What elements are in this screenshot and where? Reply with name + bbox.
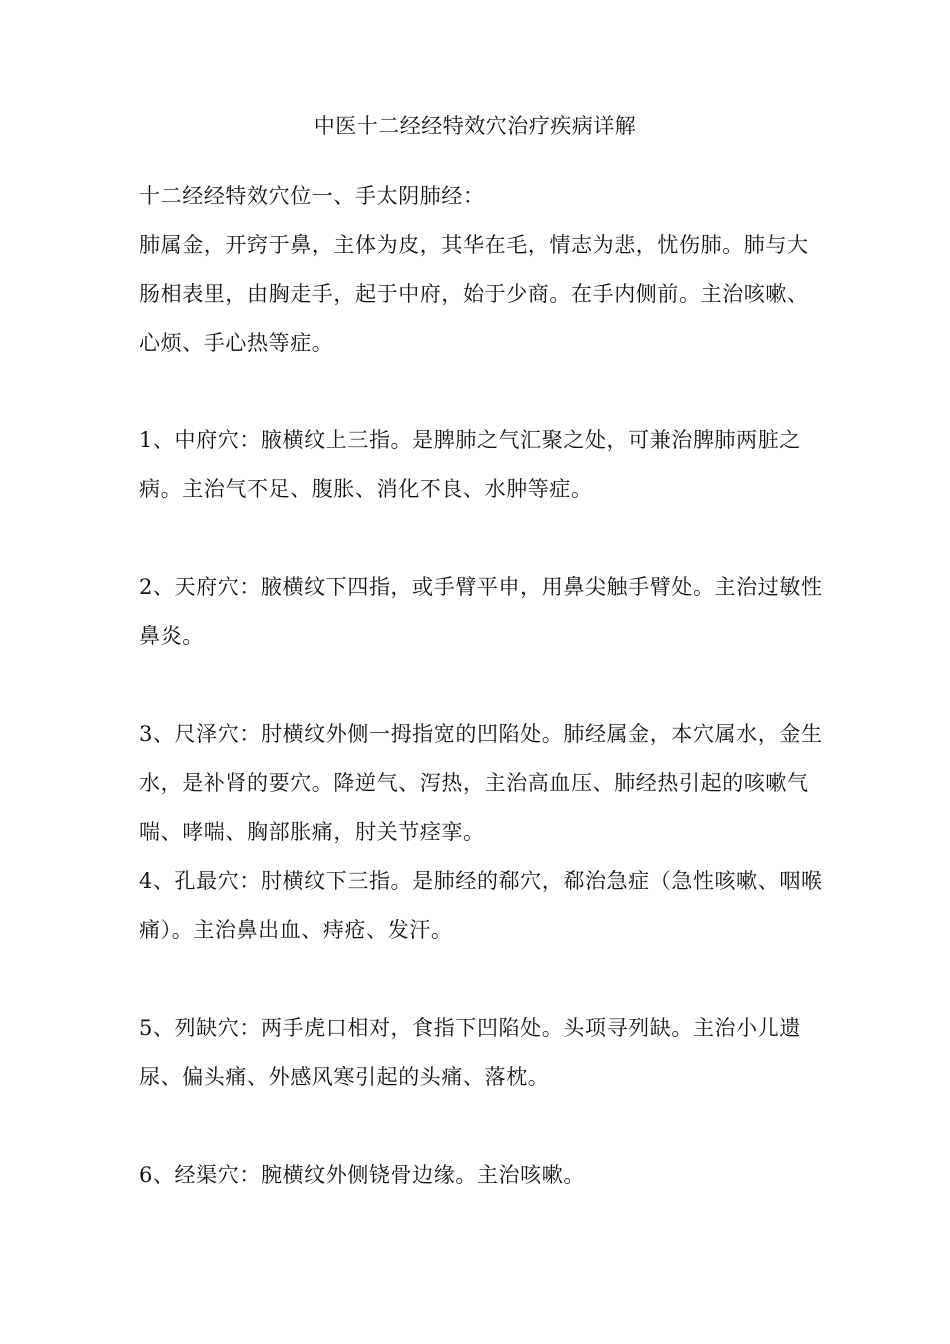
point-text: 4、孔最穴：肘横纹下三指。是肺经的郗穴，郗治急症（急性咳嗽、咽喉痛）。主治鼻出血、痔疮、发汗。	[139, 869, 823, 942]
point-text: 3、尺泽穴：肘横纹外侧一拇指宽的凹陷处。肺经属金，本穴属水，金生水，是补肾的要穴。降逆气、泻热，主治高血压、肺经热引起的咳嗽气喘、哮喘、胸部胀痛，肘关节痉挛。	[139, 722, 823, 844]
intro-paragraph: 肺属金，开窍于鼻，主体为皮，其华在毛，情志为悲，忧伤肺。肺与大肠相表里，由胸走手，起于中府，始于少商。在手内侧前。主治咳嗽、心烦、手心热等症。	[139, 233, 809, 355]
point-paragraph-6	[139, 1151, 829, 1200]
point-text: 2、天府穴：腋横纹下四指，或手臂平申，用鼻尖触手臂处。主治过敏性鼻炎。	[139, 575, 823, 648]
document-title: 中医十二经经特效穴治疗疾病详解	[313, 114, 637, 138]
section-heading: 十二经经特效穴位一、手太阴肺经：	[139, 184, 485, 208]
point-paragraph-2	[139, 563, 829, 661]
point-text: 6、经渠穴：腕横纹外侧铙骨边缘。主治咳嗽。	[139, 1163, 585, 1187]
point-paragraph-5	[139, 1004, 829, 1102]
point-paragraph-1	[139, 416, 829, 514]
point-text: 5、列缺穴：两手虎口相对，食指下凹陷处。头项寻列缺。主治小儿遗尿、偏头痛、外感风寒引起的头痛、落枕。	[139, 1016, 801, 1089]
section-block	[139, 172, 829, 368]
point-paragraph-3-4	[139, 710, 829, 955]
point-text: 1、中府穴：腋横纹上三指。是脾肺之气汇聚之处，可兼治脾肺两脏之病。主治气不足、腹胀、消化不良、水肿等症。	[139, 428, 801, 501]
